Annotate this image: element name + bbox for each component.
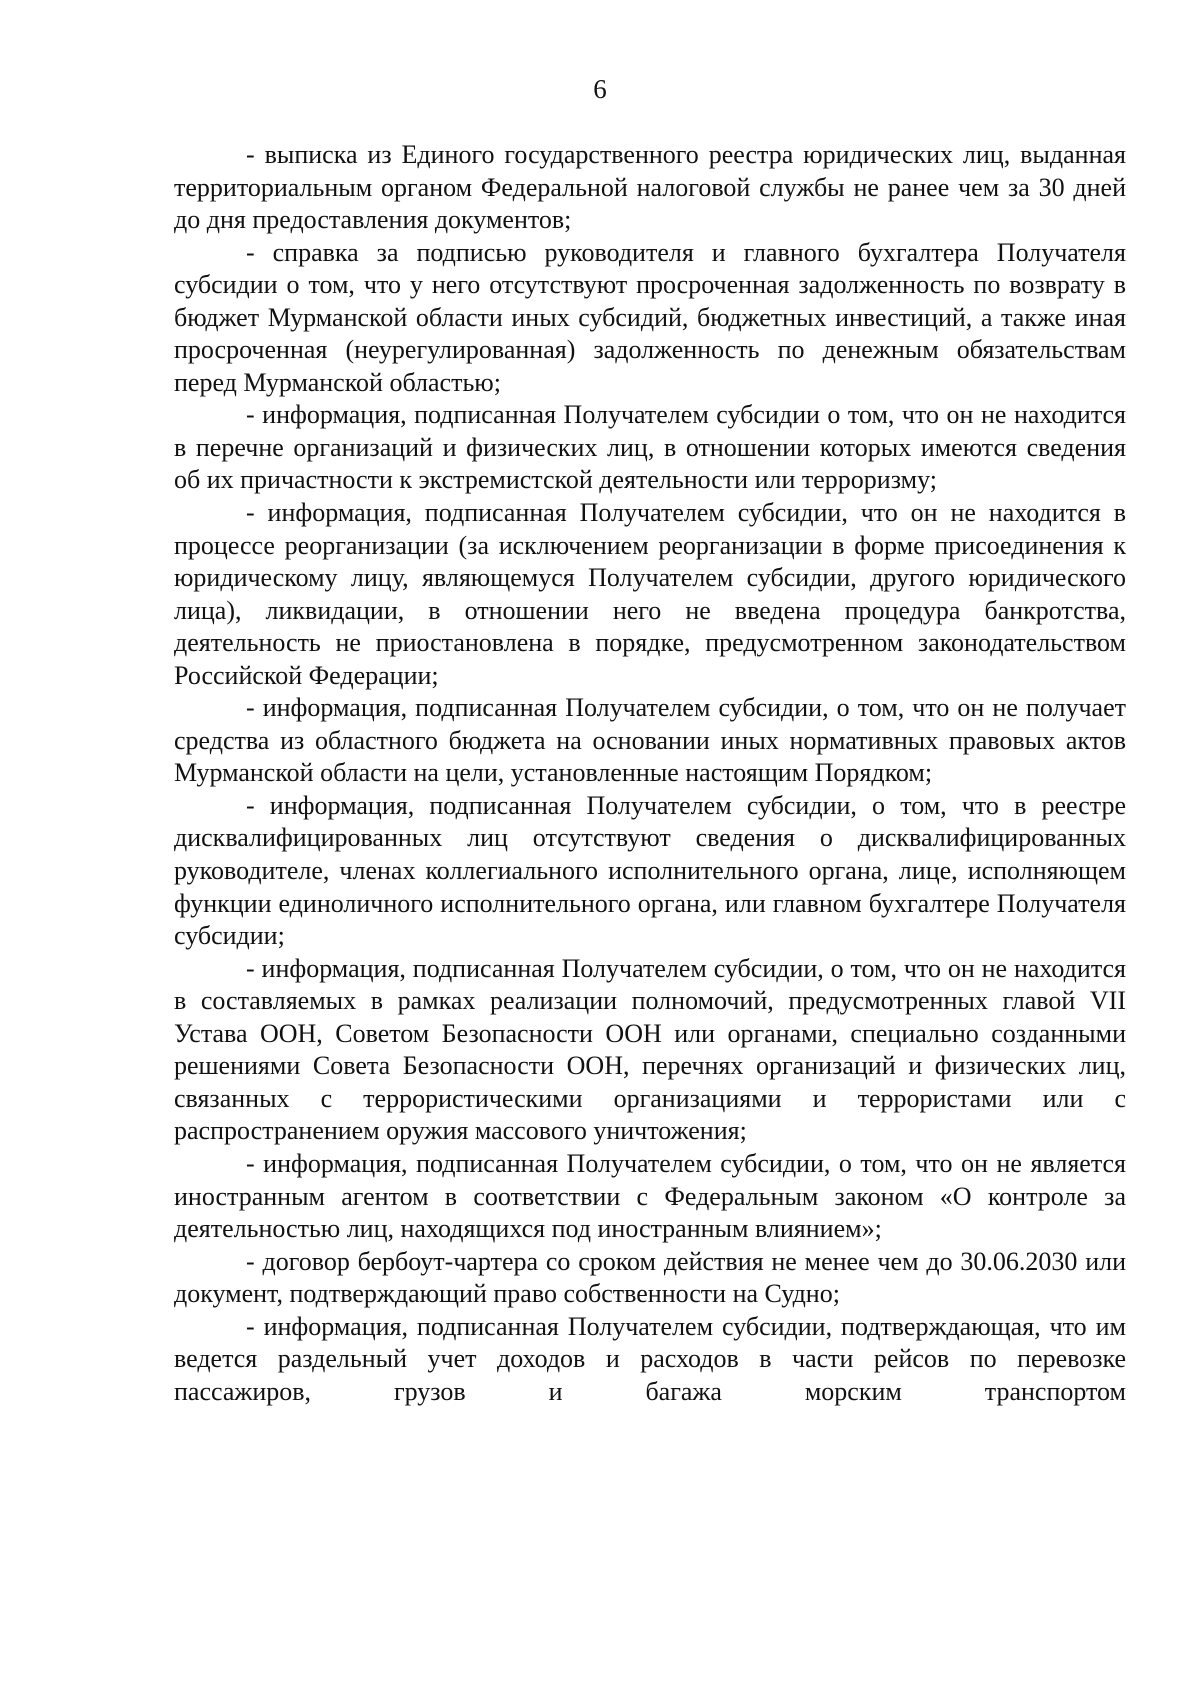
paragraph-bareboat-charter: - договор бербоут-чартера со сроком действия не менее чем до 30.06.2030 или документ, подтверждающий право собственности на Судно;: [174, 1246, 1126, 1309]
paragraph-separate-accounting-info: - информация, подписанная Получателем субсидии, подтверждающая, что им ведется раздельный учет доходов и расходов в части рейсов по перевозке пассажиров, грузов и багажа морским транспортом: [174, 1311, 1126, 1406]
page-number: 6: [593, 74, 607, 104]
paragraph-egrul-extract: - выписка из Единого государственного реестра юридических лиц, выданная территориальным органом Федеральной налоговой службы не ранее чем за 30 дней до дня предоставления документов;: [174, 140, 1126, 235]
paragraph-debt-certificate: - справка за подписью руководителя и главного бухгалтера Получателя субсидии о том, что у него отсутствуют просроченная задолженность по возврату в бюджет Мурманской области иных субсидий, бюджетных инвестиций, а также иная просроченная (неурегулированная) задолженность по денежным обязательствам перед Мурманской областью;: [174, 237, 1126, 397]
paragraph-foreign-agent-info: - информация, подписанная Получателем субсидии, о том, что он не является иностранным агентом в соответствии с Федеральным законом «О контроле за деятельностью лиц, находящихся под иностранным влиянием»;: [174, 1148, 1126, 1244]
document-body: [174, 139, 1126, 1408]
paragraph-extremism-info: - информация, подписанная Получателем субсидии о том, что он не находится в перечне организаций и физических лиц, в отношении которых имеются сведения об их причастности к экстремистской деятельности или терроризму;: [174, 400, 1126, 495]
paragraph-un-sanctions-info: - информация, подписанная Получателем субсидии, о том, что он не находится в составляемых в рамках реализации полномочий, предусмотренных главой VII Устава ООН, Советом Безопасности ООН или органами, специально созданными решениями Совета Безопасности ООН, перечнях организаций и физических лиц, связанных с террористическими организациями и террористами или с распространением оружия массового уничтожения;: [174, 953, 1126, 1146]
paragraph-disqualified-persons-info: - информация, подписанная Получателем субсидии, о том, что в реестре дисквалифицированных лиц отсутствуют сведения о дисквалифицированных руководителе, членах коллегиального исполнительного органа, лице, исполняющем функции единоличного исполнительного органа, или главном бухгалтере Получателя субсидии;: [174, 790, 1126, 951]
paragraph-reorganization-info: - информация, подписанная Получателем субсидии, что он не находится в процессе реорганизации (за исключением реорганизации в форме присоединения к юридическому лицу, являющемуся Получателем субсидии, другого юридического лица), ликвидации, в отношении него не введена процедура банкротства, деятельность не приостановлена в порядке, предусмотренном законодательством Российской Федерации;: [174, 498, 1126, 690]
paragraph-other-funds-info: - информация, подписанная Получателем субсидии, о том, что он не получает средства из областного бюджета на основании иных нормативных правовых актов Мурманской области на цели, установленные настоящим Порядком;: [174, 693, 1126, 788]
